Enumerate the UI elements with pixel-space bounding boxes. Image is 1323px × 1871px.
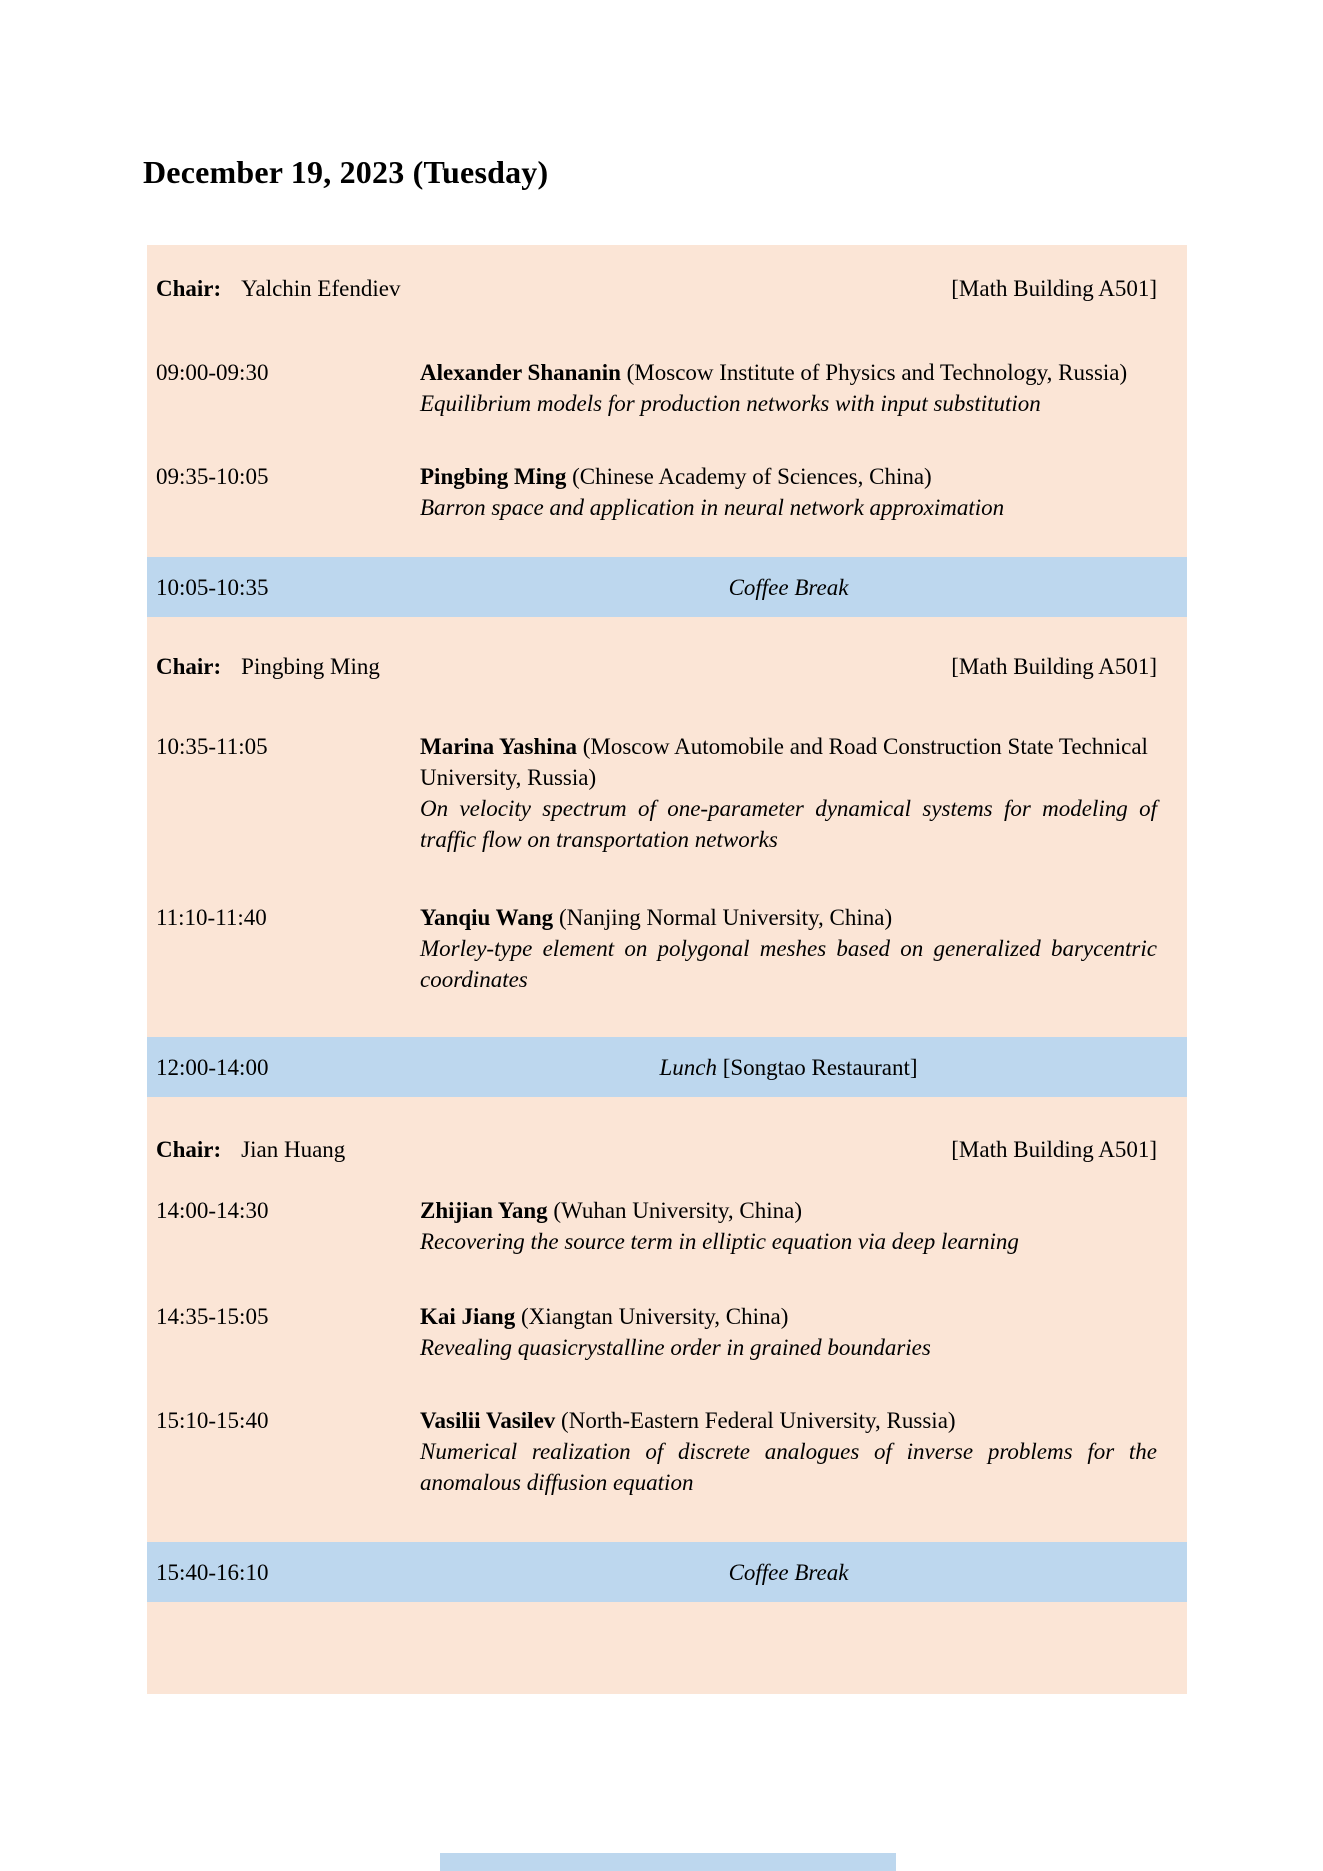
speaker-line [420, 357, 1157, 388]
talk-row [147, 731, 1187, 855]
chair-row [147, 273, 1187, 304]
talk-content [420, 1195, 1157, 1257]
talk-time: 10:35-11:05 [156, 734, 268, 759]
talk-content [420, 357, 1157, 419]
speaker-affiliation: (Xiangtan University, China) [515, 1304, 789, 1329]
talk-content [420, 461, 1157, 523]
talk-row [147, 1301, 1187, 1363]
break-time: 15:40-16:10 [156, 1559, 269, 1585]
speaker-name: Zhijian Yang [420, 1198, 548, 1223]
talk-title: Equilibrium models for production networks with input substitution [420, 391, 1041, 416]
chair-name: Jian Huang [241, 1137, 346, 1162]
break-row [147, 1037, 1187, 1097]
next-page-row-fragment [440, 1853, 896, 1871]
chair-row [147, 1134, 1187, 1165]
talk-row [147, 357, 1187, 419]
talk-row [147, 1405, 1187, 1498]
chair-row [147, 651, 1187, 682]
talk-time: 09:35-10:05 [156, 464, 269, 489]
talk-title: On velocity spectrum of one-parameter dynamical systems for modeling of traffic flow on transportation networks [420, 796, 1157, 852]
talk-title: Recovering the source term in elliptic equation via deep learning [420, 1229, 1019, 1254]
talk-row [147, 461, 1187, 523]
talk-row [147, 902, 1187, 995]
talk-time: 09:00-09:30 [156, 360, 269, 385]
talk-time: 14:00-14:30 [156, 1198, 269, 1223]
break-time: 10:05-10:35 [156, 574, 269, 600]
speaker-line [420, 902, 1157, 933]
talk-title: Morley-type element on polygonal meshes based on generalized barycentric coordinates [420, 936, 1157, 992]
talk-time: 14:35-15:05 [156, 1304, 269, 1329]
break-label [420, 1052, 1157, 1083]
break-name: Coffee Break [728, 574, 849, 600]
speaker-name: Pingbing Ming [420, 464, 567, 489]
talk-row [147, 1195, 1187, 1257]
speaker-affiliation: (Nanjing Normal University, China) [553, 905, 893, 930]
speaker-name: Yanqiu Wang [420, 905, 554, 930]
break-name: Lunch [659, 1054, 717, 1080]
chair-name: Pingbing Ming [241, 654, 380, 679]
chair-name: Yalchin Efendiev [241, 276, 401, 301]
speaker-line [420, 731, 1157, 793]
break-note: [Songtao Restaurant] [716, 1054, 918, 1080]
speaker-affiliation: (Wuhan University, China) [547, 1198, 802, 1223]
break-row [147, 557, 1187, 617]
talk-content [420, 1405, 1157, 1498]
schedule-table [147, 245, 1187, 1694]
speaker-affiliation: (Chinese Academy of Sciences, China) [566, 464, 932, 489]
speaker-affiliation: (Moscow Institute of Physics and Technology, Russia) [620, 360, 1128, 385]
room-location: [Math Building A501] [951, 654, 1157, 679]
chair-label: Chair: [156, 1137, 222, 1162]
room-location: [Math Building A501] [951, 1137, 1157, 1162]
talk-title: Numerical realization of discrete analogues of inverse problems for the anomalous diffusion equation [420, 1439, 1157, 1495]
speaker-affiliation: (North-Eastern Federal University, Russia) [555, 1408, 956, 1433]
speaker-name: Alexander Shananin [420, 360, 621, 385]
break-row [147, 1542, 1187, 1602]
talk-content [420, 902, 1157, 995]
speaker-line [420, 1405, 1157, 1436]
chair-label: Chair: [156, 276, 222, 301]
talk-title: Barron space and application in neural network approximation [420, 495, 1005, 520]
talk-content [420, 1301, 1157, 1363]
break-name: Coffee Break [728, 1559, 849, 1585]
break-label [420, 572, 1157, 603]
speaker-name: Vasilii Vasilev [420, 1408, 556, 1433]
talk-content [420, 731, 1157, 855]
break-label [420, 1557, 1157, 1588]
talk-time: 11:10-11:40 [156, 905, 267, 930]
break-time: 12:00-14:00 [156, 1054, 269, 1080]
speaker-line [420, 1195, 1157, 1226]
talk-title: Revealing quasicrystalline order in grained boundaries [420, 1335, 931, 1360]
chair-label: Chair: [156, 654, 222, 679]
speaker-name: Marina Yashina [420, 734, 577, 759]
room-location: [Math Building A501] [951, 276, 1157, 301]
speaker-affiliation: (Moscow Automobile and Road Construction State Technical University, Russia) [420, 734, 1148, 790]
talk-time: 15:10-15:40 [156, 1408, 269, 1433]
speaker-line [420, 1301, 1157, 1332]
speaker-line [420, 461, 1157, 492]
speaker-name: Kai Jiang [420, 1304, 516, 1329]
page-title: December 19, 2023 (Tuesday) [143, 154, 549, 191]
